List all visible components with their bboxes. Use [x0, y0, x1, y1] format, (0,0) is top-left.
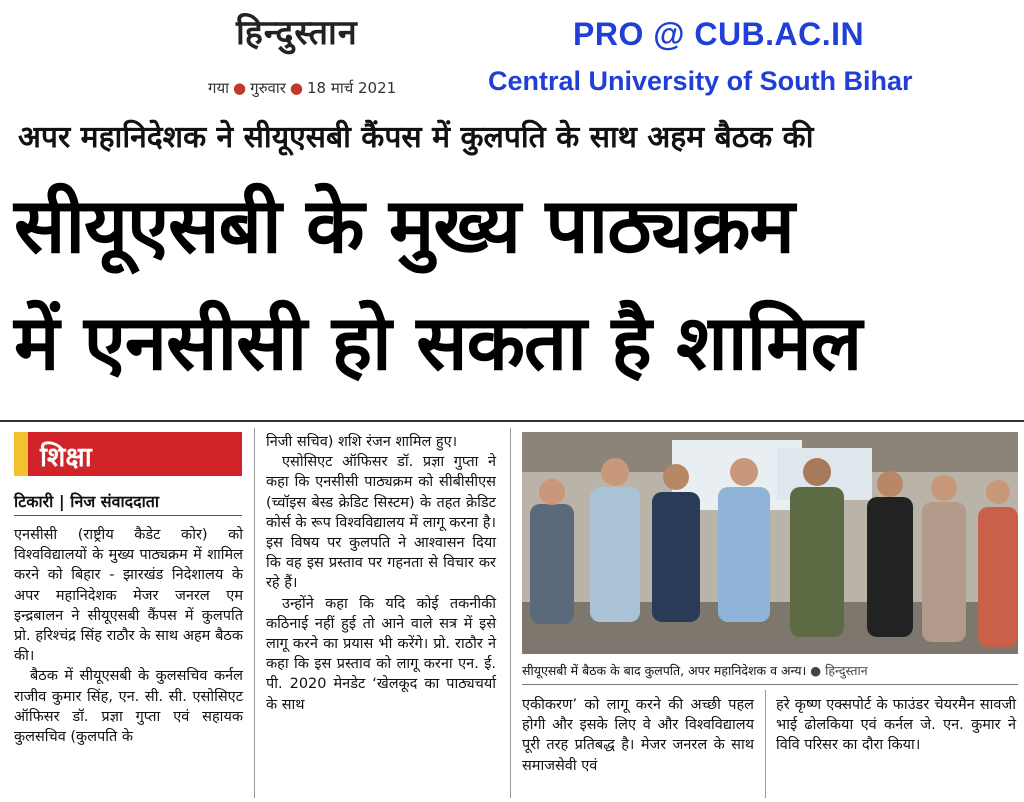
headline-line-1: सीयूएसबी के मुख्य पाठ्यक्रम: [14, 181, 794, 270]
column-divider: [254, 428, 255, 798]
photo-credit: ● हिन्दुस्तान: [810, 663, 868, 678]
news-photo: [522, 432, 1018, 654]
dateline-date: 18 मार्च 2021: [307, 79, 397, 97]
dateline-day: गुरुवार: [250, 79, 286, 97]
paragraph: उन्होंने कहा कि यदि कोई तकनीकी कठिनाई नहीं हुई तो आने वाले सत्र में इसे लागू करने का प्रयास भी करेंगे। प्रो. राठौर ने कहा कि इस प्रस्ताव को लागू करना एन. ई. पी. 2020 मेनडेट ‘खेलकूद का पाठ्यचर्या के साथ: [266, 595, 496, 713]
paragraph: एनसीसी (राष्ट्रीय कैडेट कोर) को विश्वविद्यालयों के मुख्य पाठ्यक्रम में शामिल करने को बिहार - झारखंड निदेशालय के अपर महानिदेशक मेजर जनरल एम इन्द्रबालन ने सीयूएसबी कैंपस में कुलपति प्रो. हरिश्चंद्र सिंह राठौर के साथ अहम बैठक की।: [14, 527, 243, 665]
article-column-1: [14, 525, 243, 747]
caption-text: सीयूएसबी में बैठक के बाद कुलपति, अपर महानिदेशक व अन्य।: [522, 663, 807, 678]
divider: [14, 515, 242, 516]
dateline-city: गया: [208, 79, 230, 97]
divider: [522, 684, 1018, 685]
divider: [0, 420, 1024, 422]
university-name: Central University of South Bihar: [488, 66, 913, 96]
newspaper-masthead: हिन्दुस्तान: [236, 13, 358, 53]
bullet-dot-icon: ●: [233, 79, 247, 97]
paragraph: बैठक में सीयूएसबी के कुलसचिव कर्नल राजीव कुमार सिंह, एन. सी. सी. एसोसिएट ऑफिसर डॉ. प्रज्ञा गुप्ता एवं सहायक कुलसचिव (कुलपति के: [14, 668, 243, 746]
bullet-dot-icon: ●: [289, 79, 303, 97]
paragraph: निजी सचिव) शशि रंजन शामिल हुए।: [266, 434, 458, 450]
paragraph: एकीकरण’ को लागू करने की अच्छी पहल होगी और इसके लिए वे और विश्वविद्यालय पूरी तरह प्रतिबद्ध है। मेजर जनरल के साथ समाजसेवी एवं: [522, 697, 754, 774]
paragraph: हरे कृष्ण एक्सपोर्ट के फाउंडर चेयरमैन सावजी भाई ढोलकिया एवं कर्नल जे. एन. कुमार ने विवि परिसर का दौरा किया।: [776, 697, 1016, 754]
article-column-3: [522, 695, 754, 776]
section-tag-accent: [14, 432, 28, 476]
dateline: [208, 78, 396, 98]
column-divider: [510, 428, 511, 798]
subheadline: अपर महानिदेशक ने सीयूएसबी कैंपस में कुलपति के साथ अहम बैठक की: [18, 120, 814, 155]
column-divider: [765, 690, 766, 798]
section-tag: शिक्षा: [40, 442, 92, 473]
photo-caption: [522, 662, 868, 679]
headline-line-2: में एनसीसी हो सकता है शामिल: [14, 298, 862, 387]
group-photo-image: [522, 432, 1018, 654]
article-column-2: [266, 432, 496, 715]
byline: टिकारी | निज संवाददाता: [14, 492, 160, 511]
paragraph: एसोसिएट ऑफिसर डॉ. प्रज्ञा गुप्ता ने कहा कि एनसीसी पाठ्यक्रम को सीबीसीएस (च्वॉइस बेस्ड क्रेडिट सिस्टम) के तहत क्रेडिट कोर्स के रूप विश्वविद्यालय में लागू करना है। इस विषय पर कुलपति ने आश्वासन दिया कि वह इस प्रस्ताव पर गहनता से विचार कर रहे हैं।: [266, 454, 496, 592]
article-column-4: [776, 695, 1016, 756]
pro-email: PRO @ CUB.AC.IN: [573, 16, 865, 52]
